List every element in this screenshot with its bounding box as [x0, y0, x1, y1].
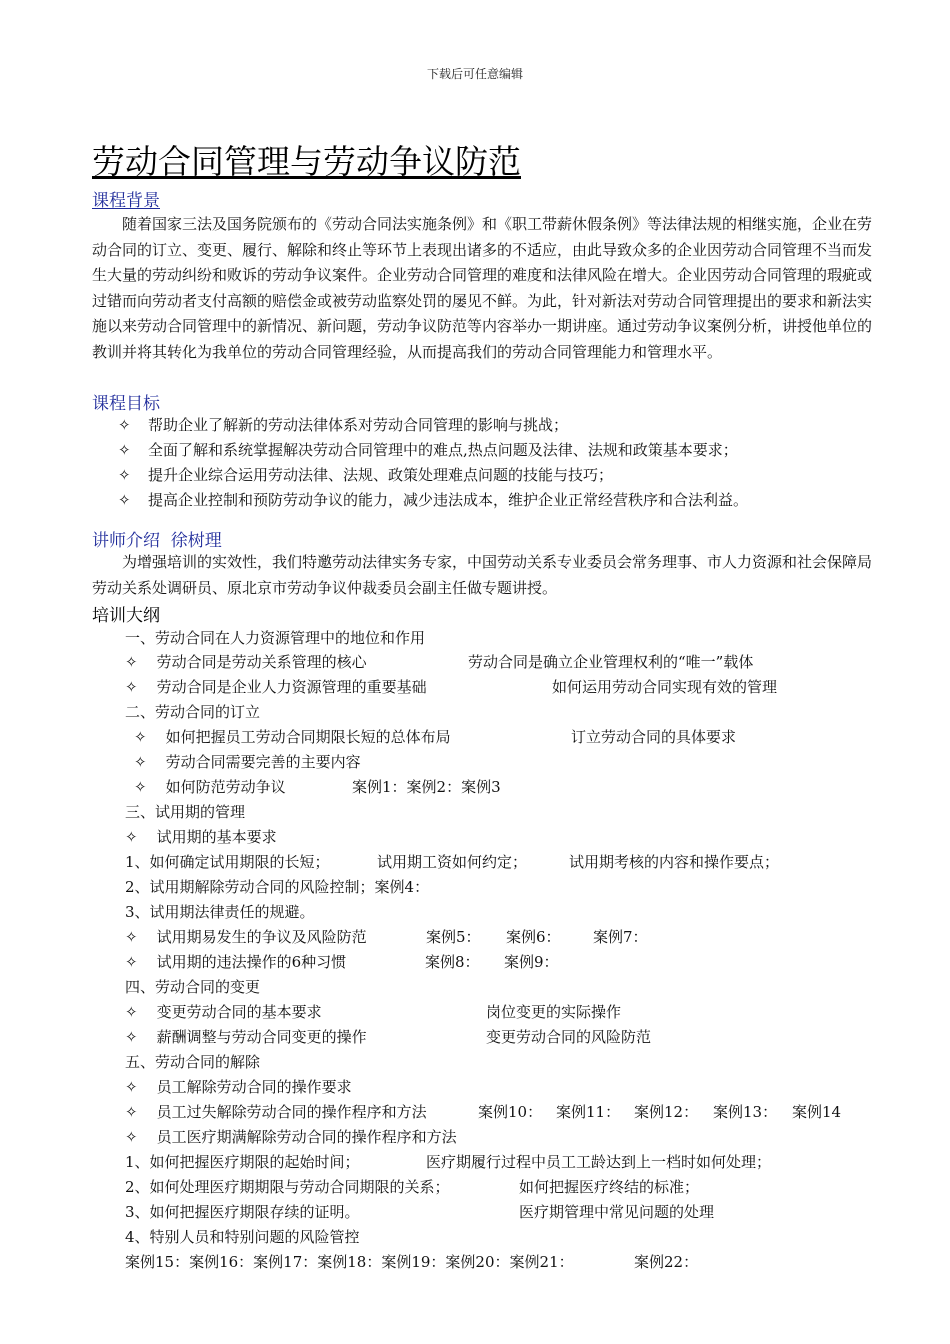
outline-line-col2: 医疗期管理中常见问题的处理: [519, 1203, 715, 1221]
outline-line-col3: 案例9：: [504, 953, 559, 971]
outline-line-col2: 案例5：: [426, 928, 481, 946]
outline-line-col2: 如何运用劳动合同实现有效的管理: [552, 678, 778, 696]
outline-line: ✧ 员工医疗期满解除劳动合同的操作程序和方法: [125, 1128, 457, 1146]
diamond-bullet-icon: ✧: [118, 491, 131, 509]
goal-item: ✧ 提升企业综合运用劳动法律、法规、政策处理难点问题的技能与技巧；: [118, 466, 614, 484]
outline-line: 1、如何确定试用期限的长短；: [125, 853, 330, 871]
background-text: 随着国家三法及国务院颁布的《劳动合同法实施条例》和《职工带薪休假条例》等法律法规的相继实施，企业在劳动合同的订立、变更、履行、解除和终止等环节上表现出诸多的不适应，由此导致众多的企业因劳动合同管理不当而发生大量的劳动纠纷和败诉的劳动争议案件。企业劳动合同管理的难度和法律风险在增大。企业因劳动合同管理的瑕疵或过错而向劳动者支付高额的赔偿金或被劳动监察处罚的屡见不鲜。为此，针对新法对劳动合同管理提出的要求和新法实施以来劳动合同管理中的新情况、新问题，劳动争议防范等内容举办一期讲座。通过劳动争议案例分析，讲授他单位的教训并将其转化为我单位的劳动合同管理经验，从而提高我们的劳动合同管理能力和管理水平。: [92, 215, 873, 361]
outline-heading: 培训大纲: [92, 606, 160, 626]
diamond-bullet-icon: ✧: [118, 466, 131, 484]
instructor-text: 为增强培训的实效性，我们特邀劳动法律实务专家，中国劳动关系专业委员会常务理事、市人力资源和社会保障局劳动关系处调研员、原北京市劳动争议仲裁委员会副主任做专题讲授。: [92, 553, 873, 597]
outline-line-col2: 案例1：案例2：案例3: [352, 778, 501, 796]
goal-item: ✧ 提高企业控制和预防劳动争议的能力，减少违法成本，维护企业正常经营秩序和合法利益。: [118, 491, 749, 509]
goals-heading: 课程目标: [92, 394, 160, 414]
outline-line: 1、如何把握医疗期限的起始时间；: [125, 1153, 360, 1171]
outline-line: 二、劳动合同的订立: [125, 703, 261, 721]
document-title: 劳动合同管理与劳动争议防范: [92, 142, 521, 181]
header-note: 下载后可任意编辑: [426, 67, 523, 81]
instructor-heading: 讲师介绍 徐树理: [92, 531, 222, 551]
outline-line-col2: 订立劳动合同的具体要求: [571, 728, 737, 746]
outline-line: ✧ 劳动合同是企业人力资源管理的重要基础: [125, 678, 427, 696]
diamond-bullet-icon: ✧: [118, 416, 131, 434]
outline-line-col2: 岗位变更的实际操作: [486, 1003, 622, 1021]
outline-line-col3: 试用期考核的内容和操作要点；: [569, 853, 780, 871]
outline-line-col4: 案例12：: [634, 1103, 699, 1121]
outline-line-col2: 医疗期履行过程中员工工龄达到上一档时如何处理；: [426, 1153, 772, 1171]
outline-line-col2: 变更劳动合同的风险防范: [486, 1028, 652, 1046]
goal-item: ✧ 帮助企业了解新的劳动法律体系对劳动合同管理的影响与挑战；: [118, 416, 569, 434]
outline-line: ✧ 员工过失解除劳动合同的操作程序和方法: [125, 1103, 427, 1121]
diamond-bullet-icon: ✧: [118, 441, 131, 459]
outline-line-col2: 案例22：: [634, 1253, 699, 1271]
goal-item: ✧ 全面了解和系统掌握解决劳动合同管理中的难点,热点问题及法律、法规和政策基本要求；: [118, 441, 738, 459]
outline-line: 三、试用期的管理: [125, 803, 246, 821]
outline-line: ✧ 变更劳动合同的基本要求: [125, 1003, 322, 1021]
outline-line-col2: 案例8：: [425, 953, 480, 971]
background-heading: 课程背景: [92, 191, 160, 211]
outline-line: 4、特别人员和特别问题的风险管控: [125, 1228, 360, 1246]
outline-line: 五、劳动合同的解除: [125, 1053, 261, 1071]
outline-line-col3: 案例11：: [556, 1103, 621, 1121]
outline-line-col2: 试用期工资如何约定；: [377, 853, 528, 871]
outline-line: ✧ 员工解除劳动合同的操作要求: [125, 1078, 352, 1096]
outline-line: ✧ 试用期易发生的争议及风险防范: [125, 928, 367, 946]
outline-line: 一、劳动合同在人力资源管理中的地位和作用: [125, 629, 426, 647]
outline-line: 3、如何把握医疗期限存续的证明。: [125, 1203, 360, 1221]
outline-line-col2: 案例10：: [478, 1103, 543, 1121]
outline-line: ✧ 劳动合同是劳动关系管理的核心: [125, 653, 367, 671]
outline-line: 2、试用期解除劳动合同的风险控制；案例4：: [125, 878, 430, 896]
outline-line: 2、如何处理医疗期期限与劳动合同期限的关系；: [125, 1178, 450, 1196]
outline-line: ✧ 劳动合同需要完善的主要内容: [134, 753, 361, 771]
outline-line-col5: 案例13：: [713, 1103, 778, 1121]
outline-line-col2: 如何把握医疗终结的标准；: [519, 1178, 700, 1196]
outline-line: 四、劳动合同的变更: [125, 978, 261, 996]
outline-line: ✧ 试用期的违法操作的6种习惯: [125, 953, 347, 971]
outline-line: 案例15：案例16：案例17：案例18：案例19：案例20：案例21：: [125, 1253, 574, 1271]
outline-line-col6: 案例14: [792, 1103, 842, 1121]
outline-line-col4: 案例7：: [593, 928, 648, 946]
outline-line: ✧ 如何把握员工劳动合同期限长短的总体布局: [134, 728, 451, 746]
outline-line-col3: 案例6：: [506, 928, 561, 946]
outline-line: ✧ 薪酬调整与劳动合同变更的操作: [125, 1028, 367, 1046]
outline-line: ✧ 如何防范劳动争议: [134, 778, 286, 796]
outline-line: ✧ 试用期的基本要求: [125, 828, 277, 846]
outline-line: 3、试用期法律责任的规避。: [125, 903, 315, 921]
outline-line-col2: 劳动合同是确立企业管理权利的“唯一”载体: [468, 653, 754, 671]
